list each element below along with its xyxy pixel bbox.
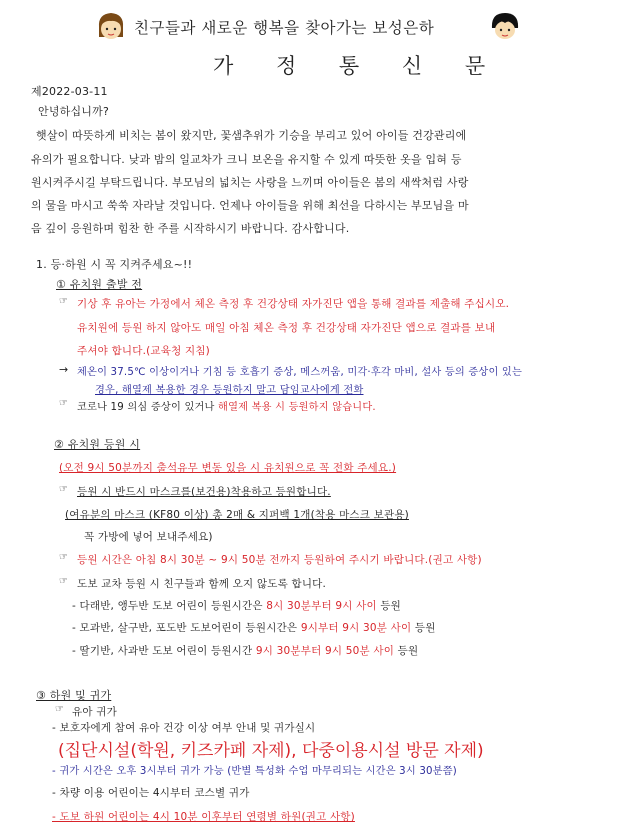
sub1-bullet3 <box>77 398 376 413</box>
call-note: (오전 9시 50분까지 출석유무 변동 있을 시 유치원으로 꼭 전화 주세요.) <box>59 462 397 474</box>
class-row-classes: - 다래반, 앵두반 도보 어린이 등원시간은 <box>72 600 263 612</box>
class-row <box>72 643 418 658</box>
class-row-time: 9시부터 9시 30분 사이 <box>300 622 412 634</box>
hand-point-icon: ☞ <box>59 398 68 409</box>
pickup-time-line: - 귀가 시간은 오후 3시부터 귀가 가능 (반별 특성화 수업 마무리되는 시간은 3시 30분쯤) <box>52 766 457 777</box>
sub1-bullet2-line2: 경우, 해열제 복용한 경우 등원하지 말고 담임교사에게 전화 <box>95 385 364 396</box>
arrow-right-icon: → <box>59 363 69 376</box>
greeting: 안녕하십니까? <box>38 105 109 118</box>
walk-home-line: - 도보 하원 어린이는 4시 10분 이후부터 연령별 하원(권고 사항) <box>52 811 355 823</box>
class-row-time: 8시 30분부터 9시 사이 <box>266 600 377 612</box>
sub1-bullet1-line1: 기상 후 유아는 가정에서 체온 측정 후 건강상태 자가진단 앱을 통해 결과를 제출해 주십시오. <box>77 298 510 310</box>
class-row-classes: - 딸기반, 사과반 도보 어린이 등원시간 <box>72 645 253 657</box>
spare-mask-line <box>65 507 409 522</box>
sub1-label: ① 유치원 출발 전 <box>56 278 143 291</box>
visit-warning: (집단시설(학원, 키즈카페 자제), 다중이용시설 방문 자제) <box>58 741 484 761</box>
intro-line: 햇살이 따뜻하게 비치는 봄이 왔지만, 꽃샘추위가 기승을 부리고 있어 아이들 건강관리에 <box>36 129 467 142</box>
bag-note: 꼭 가방에 넣어 보내주세요) <box>84 531 213 543</box>
class-row-tail: 등원 <box>380 600 402 612</box>
walk-line: 도보 교차 등원 시 친구들과 함께 오지 않도록 합니다. <box>77 578 327 590</box>
mask-line: 등원 시 반드시 마스크를(보건용)착용하고 등원합니다. <box>77 486 331 498</box>
intro-line: 음 깊이 응원하며 힘찬 한 주를 시작하시기 바랍니다. 감사합니다. <box>31 222 350 235</box>
doc-number: 제2022-03-11 <box>31 85 108 98</box>
hand-point-icon: ☞ <box>59 576 68 587</box>
hand-point-icon: ☞ <box>59 552 68 563</box>
intro-line: 유의가 필요합니다. 낮과 밤의 일교차가 크니 보온을 유지할 수 있게 따뜻한 옷을 입혀 등 <box>31 153 462 166</box>
class-row-time: 9시 30분부터 9시 50분 사이 <box>255 645 395 657</box>
sub1-bullet1-line3: 주셔야 합니다.(교육청 지침) <box>77 345 210 357</box>
hand-point-icon: ☞ <box>59 484 68 495</box>
boy-face-icon <box>490 11 520 41</box>
bus-line: - 차량 이용 어린이는 4시부터 코스별 귀가 <box>52 787 250 799</box>
intro-line: 의 물을 마시고 쑥쑥 자라날 것입니다. 언제나 아이들을 위해 최선을 다하시는 부모님을 마 <box>31 199 469 212</box>
arrival-time-line: 등원 시간은 아침 8시 30분 ~ 9시 50분 전까지 등원하여 주시기 바랍니다.(권고 사항) <box>77 554 482 566</box>
hand-point-icon: ☞ <box>55 704 64 715</box>
sub1-bullet3-text: 코로나 19 의심 증상이 있거나 <box>77 402 215 413</box>
sub2-label: ② 유치원 등원 시 <box>54 438 141 451</box>
class-row <box>72 598 401 613</box>
class-row-tail: 등원 <box>414 622 436 634</box>
sub3-label: ③ 하원 및 귀가 <box>36 689 112 702</box>
pickup-label: 유아 귀가 <box>72 706 117 718</box>
spare-mask-text: (여유분의 마스크 (KF80 이상) 총 2매 & 지퍼백 1개(착용 마스크 보관용) <box>65 509 409 521</box>
doc-title: 가 정 통 신 문 <box>213 54 504 78</box>
class-row-tail: 등원 <box>397 645 419 657</box>
sub1-bullet3-warning: 해열제 복용 시 등원하지 않습니다. <box>218 402 376 413</box>
intro-line: 원시켜주시길 부탁드립니다. 부모님의 넓치는 사랑을 느끼며 아이들은 봄의 새싹처럼 사랑 <box>31 176 469 189</box>
hand-point-icon: ☞ <box>59 296 68 307</box>
guardian-line: - 보호자에게 참여 유아 건강 이상 여부 안내 및 귀가실시 <box>52 722 316 734</box>
class-row-classes: - 모과반, 살구반, 포도반 도보어린이 등원시간은 <box>72 622 298 634</box>
section-heading: 1. 등·하원 시 꼭 지켜주세요~!! <box>36 258 193 271</box>
sub1-bullet2-line1: 체온이 37.5℃ 이상이거나 기침 등 호흡기 증상, 메스꺼움, 미각·후각 마비, 설사 등의 증상이 있는 <box>77 367 523 378</box>
girl-face-icon <box>96 11 126 41</box>
class-row <box>72 620 436 635</box>
sub1-bullet1-line2: 유치원에 등원 하지 않아도 매일 아침 체온 측정 후 건강상태 자가진단 앱으로 결과를 보내 <box>77 322 496 334</box>
school-title: 친구들과 새로운 행복을 찾아가는 보성은하 <box>134 19 435 37</box>
